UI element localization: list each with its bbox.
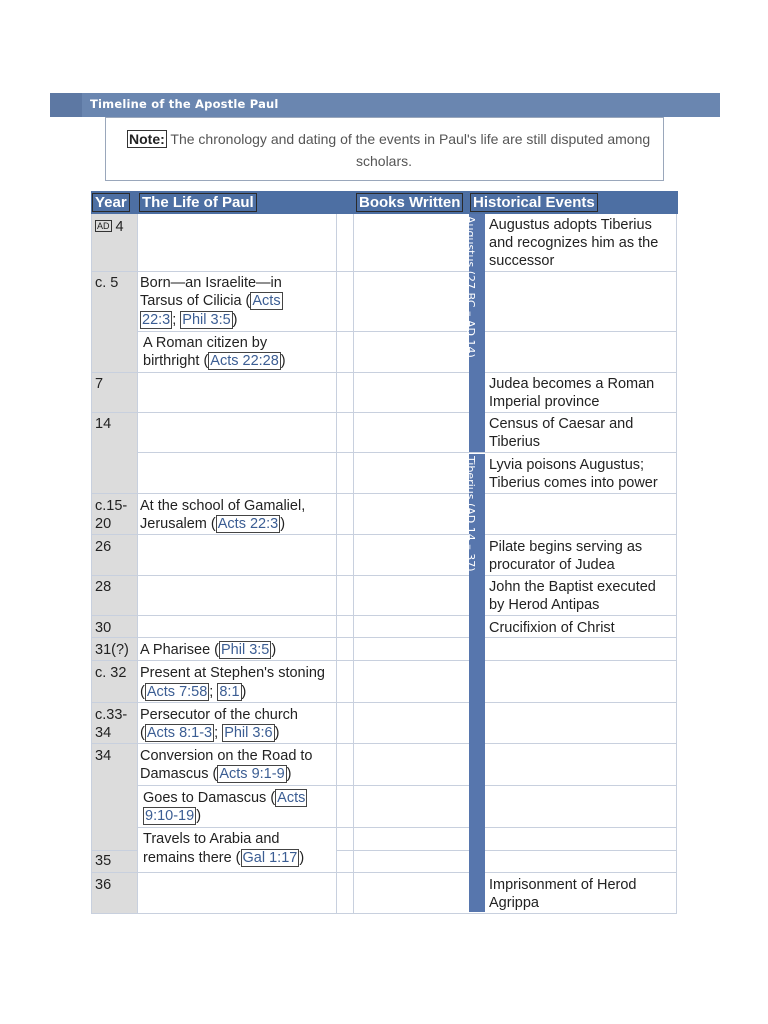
grid-vline: [353, 214, 354, 913]
event-text: by Herod Antipas: [489, 597, 600, 613]
year-cell: c.33-: [95, 707, 128, 723]
event-text: Lyvia poisons Augustus;: [489, 457, 645, 473]
scripture-link[interactable]: Acts 7:58: [146, 684, 208, 700]
event-text: Tiberius comes into power: [489, 475, 658, 491]
grid-hline: [91, 534, 677, 535]
event-text: Judea becomes a Roman: [489, 376, 655, 392]
year-cell: 31(?): [95, 642, 129, 658]
event-text: procurator of Judea: [489, 557, 615, 573]
year-cell: AD 4: [97, 219, 124, 235]
scripture-link[interactable]: Phil 3:5: [182, 312, 231, 328]
life-text: A Pharisee ( Phil 3:5 ): [140, 642, 277, 658]
header-events: Historical Events: [470, 193, 598, 212]
year-cell: 35: [95, 853, 112, 869]
year-cell: 34: [95, 725, 112, 741]
scripture-link[interactable]: Phil 3:5: [221, 642, 270, 658]
year-cell: 36: [95, 877, 112, 893]
event-text: Pilate begins serving as: [489, 539, 643, 555]
scripture-link[interactable]: Acts: [252, 293, 281, 309]
header-life: The Life of Paul: [139, 193, 257, 212]
year-cell: c.15-: [95, 498, 128, 514]
year-cell: 34: [95, 748, 112, 764]
life-text: Damascus ( Acts 9:1-9 ): [140, 766, 292, 782]
event-text: and recognizes him as the: [489, 235, 659, 251]
grid-vline: [91, 214, 92, 913]
header-books: Books Written: [356, 193, 463, 212]
grid-hline: [91, 615, 677, 616]
grid-hline: [91, 575, 677, 576]
scripture-link[interactable]: Acts: [277, 790, 306, 806]
grid-hline: [137, 827, 677, 828]
grid-hline: [91, 412, 677, 413]
grid-hline: [137, 452, 677, 453]
year-column: [91, 214, 137, 913]
event-text: Imperial province: [489, 394, 600, 410]
grid-hline: [91, 660, 677, 661]
year-cell: 7: [95, 376, 104, 392]
event-text: Tiberius: [489, 434, 541, 450]
scripture-link[interactable]: Acts 22:3: [217, 516, 279, 532]
life-text: Present at Stephen's stoning: [140, 665, 325, 681]
grid-vline: [137, 214, 138, 913]
life-text: Travels to Arabia and: [143, 831, 280, 847]
note-line-2: scholars.: [356, 153, 413, 169]
scripture-link[interactable]: 22:3: [142, 312, 171, 328]
scripture-link[interactable]: Gal 1:17: [242, 850, 298, 866]
grid-hline: [336, 850, 677, 851]
grid-hline: [137, 785, 677, 786]
grid-hline: [91, 493, 677, 494]
scripture-link[interactable]: Acts 22:28: [210, 353, 279, 369]
life-text: 9:10-19 ): [145, 808, 202, 824]
life-text: A Roman citizen by: [143, 335, 268, 351]
life-text: Born—an Israelite—in: [140, 275, 282, 291]
event-text: Augustus adopts Tiberius: [489, 217, 652, 233]
grid-hline: [91, 702, 677, 703]
grid-hline: [137, 331, 677, 332]
header-year: Year: [92, 193, 130, 212]
life-text: Conversion on the Road to: [140, 748, 313, 764]
note-label: Note:: [129, 131, 165, 147]
grid-hline: [91, 637, 677, 638]
grid-vline: [676, 214, 677, 913]
note-line-1: Note: The chronology and dating of the events in Paul's life are still disputed among: [129, 131, 651, 147]
event-text: Agrippa: [489, 895, 539, 911]
life-text: birthright ( Acts 22:28 ): [143, 353, 286, 369]
life-text: Jerusalem ( Acts 22:3 ): [140, 516, 286, 532]
year-cell: 14: [95, 416, 112, 432]
life-text: Goes to Damascus ( Acts: [143, 790, 306, 806]
year-cell: c. 5: [95, 275, 119, 291]
event-text: John the Baptist executed: [489, 579, 656, 595]
year-cell: 20: [95, 516, 112, 532]
life-text: At the school of Gamaliel,: [140, 498, 306, 514]
grid-hline: [91, 850, 137, 851]
life-text: ( Acts 7:58 ; 8:1 ): [140, 684, 247, 700]
event-text: Census of Caesar and: [489, 416, 634, 432]
grid-hline: [91, 743, 677, 744]
scripture-link[interactable]: 8:1: [219, 684, 240, 700]
year-cell: 30: [95, 620, 112, 636]
year-cell: c. 32: [95, 665, 127, 681]
grid-hline: [91, 271, 677, 272]
year-cell: 28: [95, 579, 112, 595]
life-text: Persecutor of the church: [140, 707, 298, 723]
scripture-link[interactable]: Phil 3:6: [224, 725, 273, 741]
life-text: Tarsus of Cilicia ( Acts: [140, 293, 281, 309]
grid-vline: [336, 214, 337, 913]
scripture-link[interactable]: Acts 8:1-3: [146, 725, 213, 741]
grid-hline: [91, 872, 677, 873]
event-text: Imprisonment of Herod: [489, 877, 637, 893]
life-text: 22:3 ; Phil 3:5 ): [142, 312, 238, 328]
year-cell: 26: [95, 539, 112, 555]
life-text: remains there ( Gal 1:17 ): [143, 850, 305, 866]
scripture-link[interactable]: 9:10-19: [145, 808, 195, 824]
scripture-link[interactable]: Acts 9:1-9: [219, 766, 285, 782]
event-text: Crucifixion of Christ: [489, 620, 615, 636]
event-text: successor: [489, 253, 555, 269]
page-title: Timeline of the Apostle Paul: [90, 97, 279, 111]
life-text: ( Acts 8:1-3 ; Phil 3:6 ): [140, 725, 280, 741]
augustus-label: Augustus (27 BC – AD 14): [464, 216, 477, 358]
tiberius-label: Tiberius (AD 14 – 37): [464, 456, 477, 572]
grid-hline: [91, 372, 677, 373]
note-box: [105, 117, 664, 181]
grid-hline: [91, 913, 677, 914]
